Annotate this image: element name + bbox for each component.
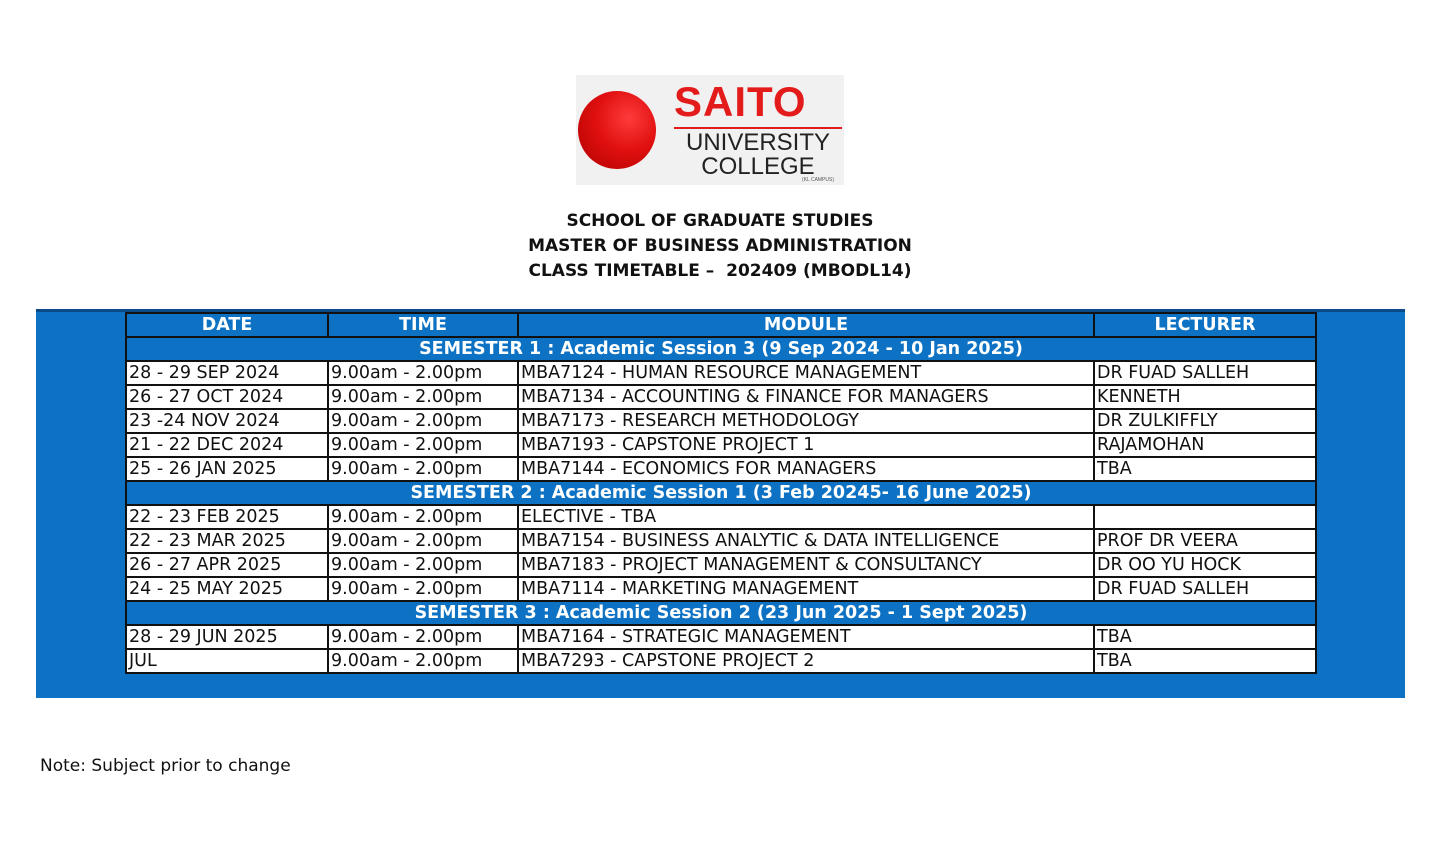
cell-module: MBA7154 - BUSINESS ANALYTIC & DATA INTELLIGENCE — [518, 529, 1094, 553]
logo-line-college: COLLEGE — [701, 153, 815, 180]
cell-time: 9.00am - 2.00pm — [328, 457, 518, 481]
cell-date: 21 - 22 DEC 2024 — [126, 433, 328, 457]
cell-module: MBA7183 - PROJECT MANAGEMENT & CONSULTANCY — [518, 553, 1094, 577]
table-row — [126, 433, 1316, 457]
cell-module: MBA7114 - MARKETING MANAGEMENT — [518, 577, 1094, 601]
timetable-title: CLASS TIMETABLE – 202409 (MBODL14) — [528, 261, 912, 281]
cell-lecturer: KENNETH — [1094, 385, 1316, 409]
table-row — [126, 625, 1316, 649]
table-row — [126, 385, 1316, 409]
cell-lecturer — [1094, 505, 1316, 529]
cell-lecturer: DR FUAD SALLEH — [1094, 361, 1316, 385]
cell-time: 9.00am - 2.00pm — [328, 529, 518, 553]
cell-lecturer: DR ZULKIFFLY — [1094, 409, 1316, 433]
cell-module: MBA7293 - CAPSTONE PROJECT 2 — [518, 649, 1094, 673]
logo-brand-text: SAITO — [674, 78, 807, 125]
cell-module: MBA7193 - CAPSTONE PROJECT 1 — [518, 433, 1094, 457]
cell-lecturer: PROF DR VEERA — [1094, 529, 1316, 553]
semester-3-row — [126, 601, 1316, 625]
table-row — [126, 409, 1316, 433]
cell-module: MBA7144 - ECONOMICS FOR MANAGERS — [518, 457, 1094, 481]
cell-lecturer: DR FUAD SALLEH — [1094, 577, 1316, 601]
cell-lecturer: TBA — [1094, 649, 1316, 673]
college-logo — [576, 75, 844, 185]
class-timetable — [125, 312, 1317, 674]
header-module: MODULE — [518, 313, 1094, 337]
logo-small-caption: (KL CAMPUS) — [802, 177, 835, 183]
logo-line-university: UNIVERSITY — [685, 129, 831, 156]
programme-title: MASTER OF BUSINESS ADMINISTRATION — [528, 236, 912, 256]
document-heading — [0, 209, 1440, 284]
cell-module: MBA7164 - STRATEGIC MANAGEMENT — [518, 625, 1094, 649]
cell-module: MBA7134 - ACCOUNTING & FINANCE FOR MANAGERS — [518, 385, 1094, 409]
cell-module: ELECTIVE - TBA — [518, 505, 1094, 529]
cell-lecturer: TBA — [1094, 457, 1316, 481]
cell-date: 25 - 26 JAN 2025 — [126, 457, 328, 481]
cell-date: 22 - 23 MAR 2025 — [126, 529, 328, 553]
table-row — [126, 553, 1316, 577]
table-row — [126, 505, 1316, 529]
cell-time: 9.00am - 2.00pm — [328, 649, 518, 673]
school-title: SCHOOL OF GRADUATE STUDIES — [566, 211, 874, 231]
cell-time: 9.00am - 2.00pm — [328, 505, 518, 529]
cell-module: MBA7173 - RESEARCH METHODOLOGY — [518, 409, 1094, 433]
cell-time: 9.00am - 2.00pm — [328, 625, 518, 649]
cell-date: 26 - 27 APR 2025 — [126, 553, 328, 577]
cell-date: 26 - 27 OCT 2024 — [126, 385, 328, 409]
cell-time: 9.00am - 2.00pm — [328, 577, 518, 601]
semester-1-title: SEMESTER 1 : Academic Session 3 (9 Sep 2024 - 10 Jan 2025) — [126, 337, 1316, 361]
table-row — [126, 361, 1316, 385]
cell-lecturer: DR OO YU HOCK — [1094, 553, 1316, 577]
cell-time: 9.00am - 2.00pm — [328, 361, 518, 385]
table-row — [126, 577, 1316, 601]
cell-time: 9.00am - 2.00pm — [328, 553, 518, 577]
red-sphere-icon — [578, 91, 656, 169]
cell-date: 28 - 29 JUN 2025 — [126, 625, 328, 649]
footnote: Note: Subject prior to change — [40, 756, 291, 776]
cell-date: 28 - 29 SEP 2024 — [126, 361, 328, 385]
cell-date: 23 -24 NOV 2024 — [126, 409, 328, 433]
cell-time: 9.00am - 2.00pm — [328, 409, 518, 433]
semester-1-row — [126, 337, 1316, 361]
header-date: DATE — [126, 313, 328, 337]
header-lecturer: LECTURER — [1094, 313, 1316, 337]
table-row — [126, 457, 1316, 481]
cell-date: 22 - 23 FEB 2025 — [126, 505, 328, 529]
semester-2-row — [126, 481, 1316, 505]
header-time: TIME — [328, 313, 518, 337]
cell-date: 24 - 25 MAY 2025 — [126, 577, 328, 601]
header-row — [126, 313, 1316, 337]
table-row — [126, 529, 1316, 553]
semester-2-title: SEMESTER 2 : Academic Session 1 (3 Feb 20245- 16 June 2025) — [126, 481, 1316, 505]
semester-3-title: SEMESTER 3 : Academic Session 2 (23 Jun 2025 - 1 Sept 2025) — [126, 601, 1316, 625]
cell-lecturer: TBA — [1094, 625, 1316, 649]
cell-module: MBA7124 - HUMAN RESOURCE MANAGEMENT — [518, 361, 1094, 385]
cell-date: JUL — [126, 649, 328, 673]
cell-time: 9.00am - 2.00pm — [328, 385, 518, 409]
cell-lecturer: RAJAMOHAN — [1094, 433, 1316, 457]
table-row — [126, 649, 1316, 673]
cell-time: 9.00am - 2.00pm — [328, 433, 518, 457]
